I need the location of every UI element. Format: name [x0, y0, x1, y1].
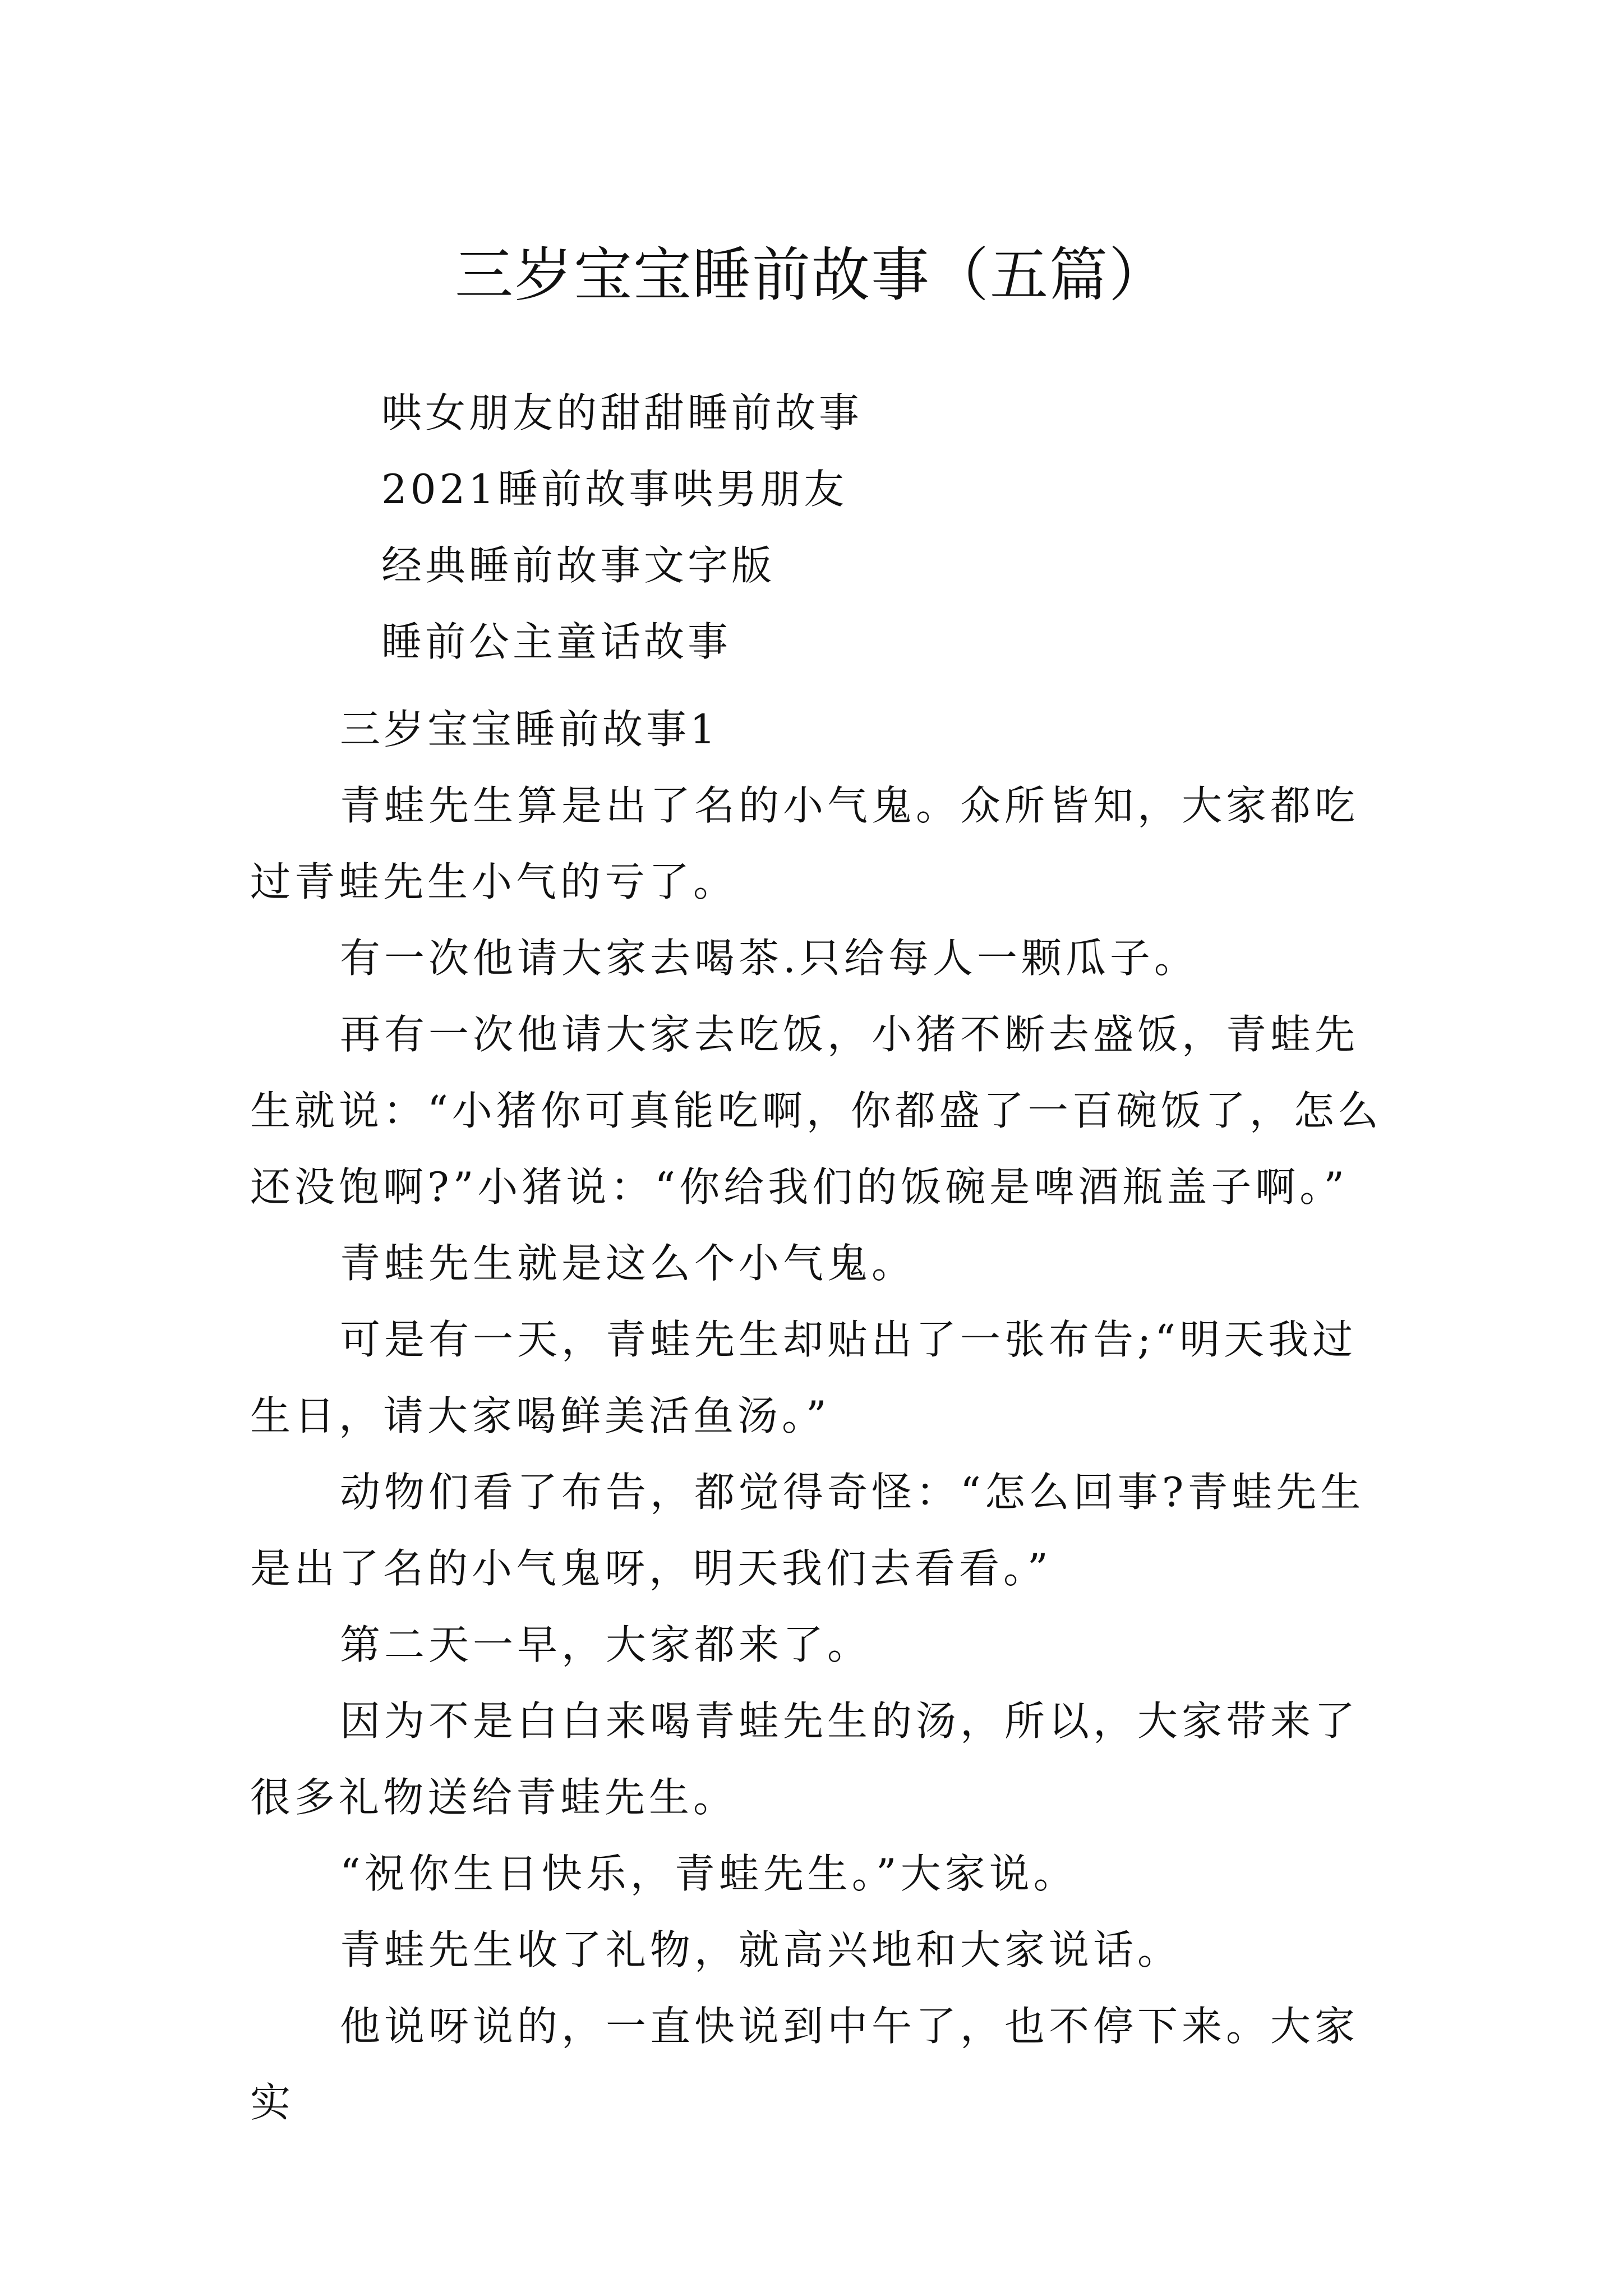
story-body — [250, 767, 1389, 2141]
related-link[interactable]: 2021睡前故事哄男朋友 — [381, 466, 848, 513]
related-link[interactable]: 哄女朋友的甜甜睡前故事 — [381, 389, 863, 436]
related-links-list — [381, 375, 1447, 680]
related-link[interactable]: 经典睡前故事文字版 — [381, 542, 776, 589]
paragraph: “祝你生日快乐，青蛙先生。”大家说。 — [340, 1850, 1078, 1897]
paragraph: 有一次他请大家去喝茶.只给每人一颗瓜子。 — [340, 935, 1198, 982]
paragraph: 第二天一早，大家都来了。 — [340, 1621, 872, 1668]
paragraph: 青蛙先生就是这么个小气鬼。 — [340, 1240, 916, 1287]
paragraph: 动物们看了布告，都觉得奇怪：“怎么回事?青蛙先生是出了名的小气鬼呀，明天我们去看看。” — [250, 1469, 1365, 1592]
paragraph: 再有一次他请大家去吃饭，小猪不断去盛饭，青蛙先生就说：“小猪你可真能吃啊，你都盛了一百碗饭了，怎么还没饱啊?”小猪说：“你给我们的饭碗是啤酒瓶盖子啊。” — [250, 1011, 1382, 1211]
paragraph: 因为不是白白来喝青蛙先生的汤，所以，大家带来了很多礼物送给青蛙先生。 — [250, 1697, 1359, 1821]
paragraph: 可是有一天，青蛙先生却贴出了一张布告;“明天我过生日，请大家喝鲜美活鱼汤。” — [250, 1316, 1357, 1439]
paragraph: 他说呀说的，一直快说到中午了，也不停下来。大家实 — [250, 2003, 1359, 2126]
related-link[interactable]: 睡前公主童话故事 — [381, 618, 732, 665]
paragraph: 青蛙先生收了礼物，就高兴地和大家说话。 — [340, 1926, 1182, 1973]
document-title: 三岁宝宝睡前故事（五篇） — [454, 240, 1168, 309]
section-heading: 三岁宝宝睡前故事1 — [340, 706, 719, 753]
paragraph: 青蛙先生算是出了名的小气鬼。众所皆知，大家都吃过青蛙先生小气的亏了。 — [250, 782, 1359, 905]
